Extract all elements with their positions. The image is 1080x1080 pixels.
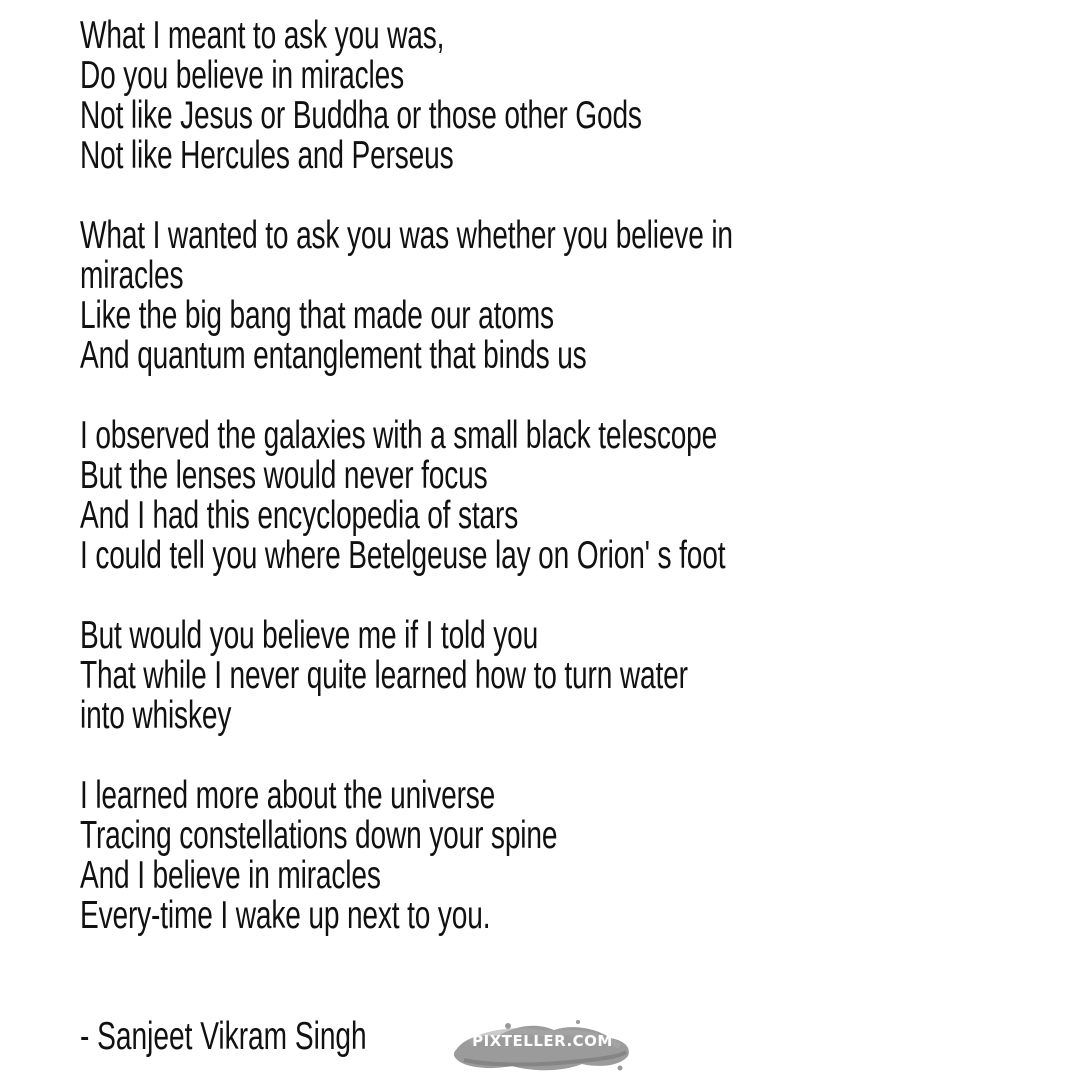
- poem-line: Not like Jesus or Buddha or those other Gods: [80, 94, 642, 137]
- poem-line: And I believe in miracles: [80, 854, 381, 897]
- stanza-gap: [80, 576, 1040, 616]
- poem-line: I could tell you where Betelgeuse lay on Orion' s foot: [80, 534, 726, 577]
- author-signature: - Sanjeet Vikram Singh: [80, 1015, 367, 1058]
- poem-line: Like the big bang that made our atoms: [80, 294, 554, 337]
- watermark-text: PIXTELLER.COM: [472, 1032, 613, 1050]
- stanza-gap: [80, 176, 1040, 216]
- poem-line: But would you believe me if I told you: [80, 614, 539, 657]
- poem-line: Do you believe in miracles: [80, 54, 405, 97]
- poem-line: Tracing constellations down your spine: [80, 814, 558, 857]
- stanza: [80, 216, 1040, 376]
- poem-line: I observed the galaxies with a small black telescope: [80, 414, 718, 457]
- pixteller-watermark: [450, 1012, 635, 1076]
- stanza-gap: [80, 736, 1040, 776]
- poem-line: Every-time I wake up next to you.: [80, 894, 491, 937]
- stanza-gap: [80, 376, 1040, 416]
- poem-line: into whiskey: [80, 694, 232, 737]
- stanza: [80, 416, 1040, 576]
- poem-line: But the lenses would never focus: [80, 454, 488, 497]
- poem-line: Not like Hercules and Perseus: [80, 134, 454, 177]
- poem-line: What I meant to ask you was,: [80, 14, 445, 57]
- stanza: [80, 16, 1040, 176]
- poem-line: And quantum entanglement that binds us: [80, 334, 587, 377]
- poem-body: [80, 16, 1040, 936]
- poem-line: I learned more about the universe: [80, 774, 496, 817]
- stanza: [80, 776, 1040, 936]
- poem-line: What I wanted to ask you was whether you believe in: [80, 214, 733, 257]
- poem-line: miracles: [80, 254, 184, 297]
- poem-line: That while I never quite learned how to turn water: [80, 654, 688, 697]
- poem-line: And I had this encyclopedia of stars: [80, 494, 519, 537]
- stanza: [80, 616, 1040, 736]
